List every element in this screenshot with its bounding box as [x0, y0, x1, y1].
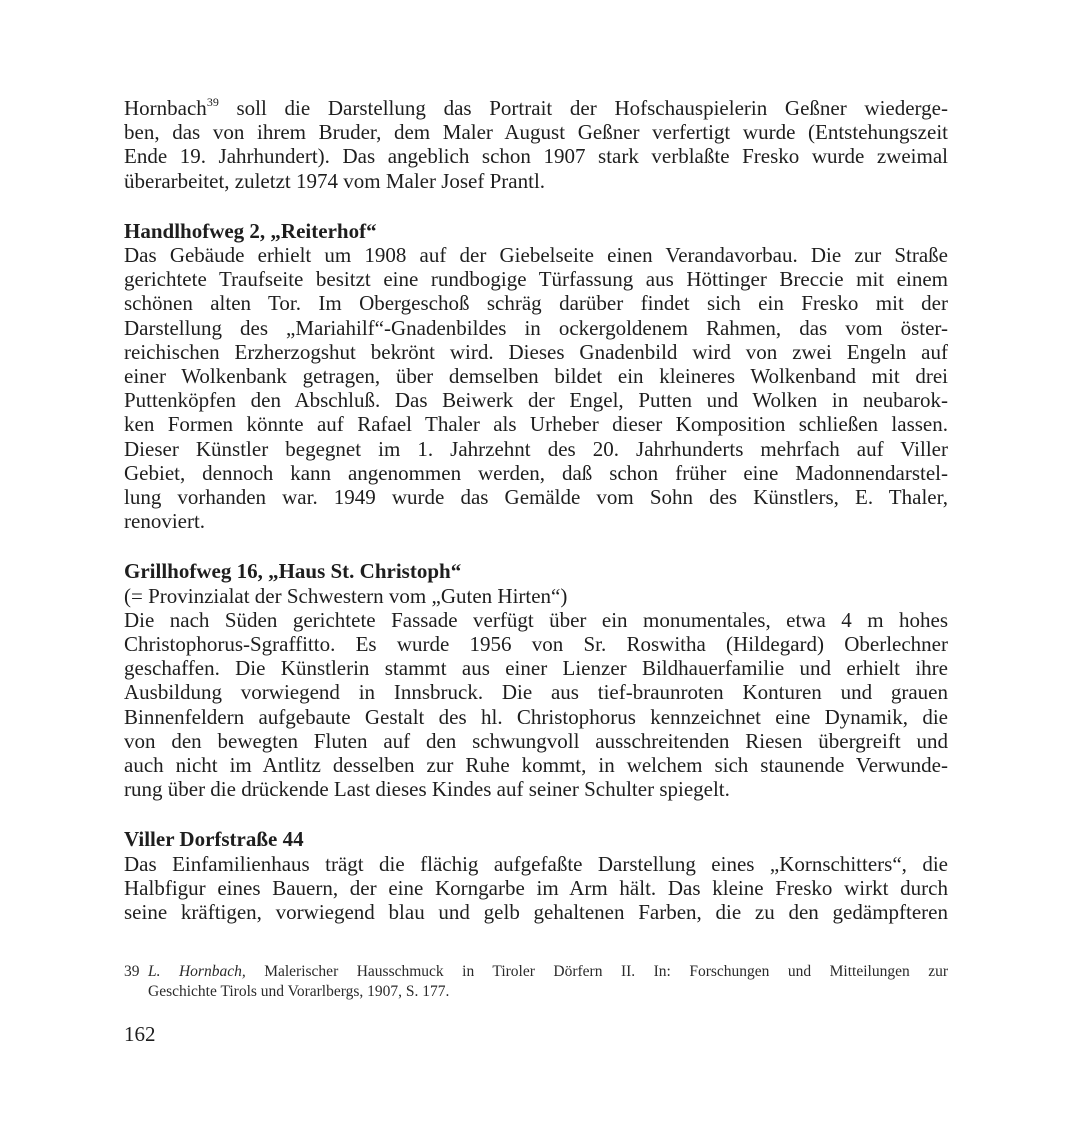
text-line: auch nicht im Antlitz desselben zur Ruhe kommt, in welchem sich staunende Verwunde- [124, 753, 948, 778]
section-reiterhof [124, 219, 948, 534]
page-body [124, 96, 948, 924]
text-line: Puttenköpfen den Abschluß. Das Beiwerk der Engel, Putten und Wolken in neubarok- [124, 388, 948, 413]
footnote-number: 39 [124, 963, 140, 980]
text-line: einer Wolkenbank getragen, über demselben bildet ein kleineres Wolkenband mit drei [124, 364, 948, 389]
text-line: Ausbildung vorwiegend in Innsbruck. Die aus tief-braunroten Konturen und grauen [124, 680, 948, 705]
text-line: ken Formen könnte auf Rafael Thaler als Urheber dieser Komposition schließen lassen. [124, 412, 948, 437]
intro-paragraph [124, 96, 948, 193]
text-line: gerichtete Traufseite besitzt eine rundbogige Türfassung aus Höttinger Breccie mit einem [124, 267, 948, 292]
text-line: Binnenfeldern aufgebaute Gestalt des hl. Christophorus kennzeichnet eine Dynamik, die [124, 704, 948, 729]
text-line: geschaffen. Die Künstlerin stammt aus einer Lienzer Bildhauerfamilie und erhielt ihre [124, 656, 948, 681]
footnote-text: Malerischer Hausschmuck in Tiroler Dörfern II. In: Forschungen und Mitteilungen zur [245, 963, 948, 980]
section-haus-st-christoph [124, 559, 948, 801]
text-line: ben, das von ihrem Bruder, dem Maler August Geßner verfertigt wurde (Entstehungszeit [124, 120, 948, 145]
text-line: Das Einfamilienhaus trägt die flächig aufgefaßte Darstellung eines „Kornschitters“, die [124, 851, 948, 876]
text-line: renoviert. [124, 509, 206, 534]
text-line: Darstellung des „Mariahilf“-Gnadenbildes in ockergoldenem Rahmen, das vom öster- [124, 315, 948, 340]
text-line: von den bewegten Fluten auf den schwungvoll ausschreitenden Riesen übergreift und [124, 728, 948, 753]
section-heading: Grillhofweg 16, „Haus St. Christoph“ [124, 559, 462, 584]
footnote-line [124, 962, 948, 982]
footnotes [124, 962, 948, 1002]
text-line: Ende 19. Jahrhundert). Das angeblich schon 1907 stark verblaßte Fresko wurde zweimal [124, 144, 948, 169]
text-line: Christophorus-Sgraffitto. Es wurde 1956 von Sr. Roswitha (Hildegard) Oberlechner [124, 632, 948, 657]
text-line: schönen alten Tor. Im Obergeschoß schräg darüber findet sich ein Fresko mit der [124, 291, 948, 316]
text-line: Die nach Süden gerichtete Fassade verfügt über ein monumentales, etwa 4 m hohes [124, 607, 948, 632]
footnote-reference: 39 [206, 95, 219, 109]
text-line: Das Gebäude erhielt um 1908 auf der Giebelseite einen Verandavorbau. Die zur Straße [124, 243, 948, 268]
page-number: 162 [124, 1022, 156, 1046]
text-segment: soll die Darstellung das Portrait der Hofschauspielerin Geßner wiederge- [218, 96, 948, 120]
text-segment: Hornbach [124, 96, 207, 120]
text-line: Dieser Künstler begegnet im 1. Jahrzehnt des 20. Jahrhunderts mehrfach auf Viller [124, 436, 948, 461]
text-line: Halbfigur eines Bauern, der eine Korngarbe im Arm hält. Das kleine Fresko wirkt durch [124, 875, 948, 900]
section-heading: Handlhofweg 2, „Reiterhof“ [124, 218, 377, 243]
text-line: Gebiet, dennoch kann angenommen werden, daß schon früher eine Madonnendarstel- [124, 460, 948, 485]
section-viller-dorfstrasse [124, 827, 948, 924]
section-subheading: (= Provinzialat der Schwestern vom „Guten Hirten“) [124, 583, 568, 608]
section-heading: Viller Dorfstraße 44 [124, 827, 304, 852]
text-line: rung über die drückende Last dieses Kindes auf seiner Schulter spiegelt. [124, 777, 730, 802]
text-line: seine kräftigen, vorwiegend blau und gelb gehaltenen Farben, die zu den gedämpfteren [124, 900, 948, 925]
footnote-line: Geschichte Tirols und Vorarlbergs, 1907, S. 177. [148, 983, 450, 1000]
text-line [124, 96, 948, 120]
text-line: lung vorhanden war. 1949 wurde das Gemälde vom Sohn des Künstlers, E. Thaler, [124, 485, 948, 510]
text-line: überarbeitet, zuletzt 1974 vom Maler Josef Prantl. [124, 168, 546, 193]
text-line: reichischen Erzherzogshut bekrönt wird. Dieses Gnadenbild wird von zwei Engeln auf [124, 339, 948, 364]
footnote-author: L. Hornbach, [148, 963, 246, 980]
